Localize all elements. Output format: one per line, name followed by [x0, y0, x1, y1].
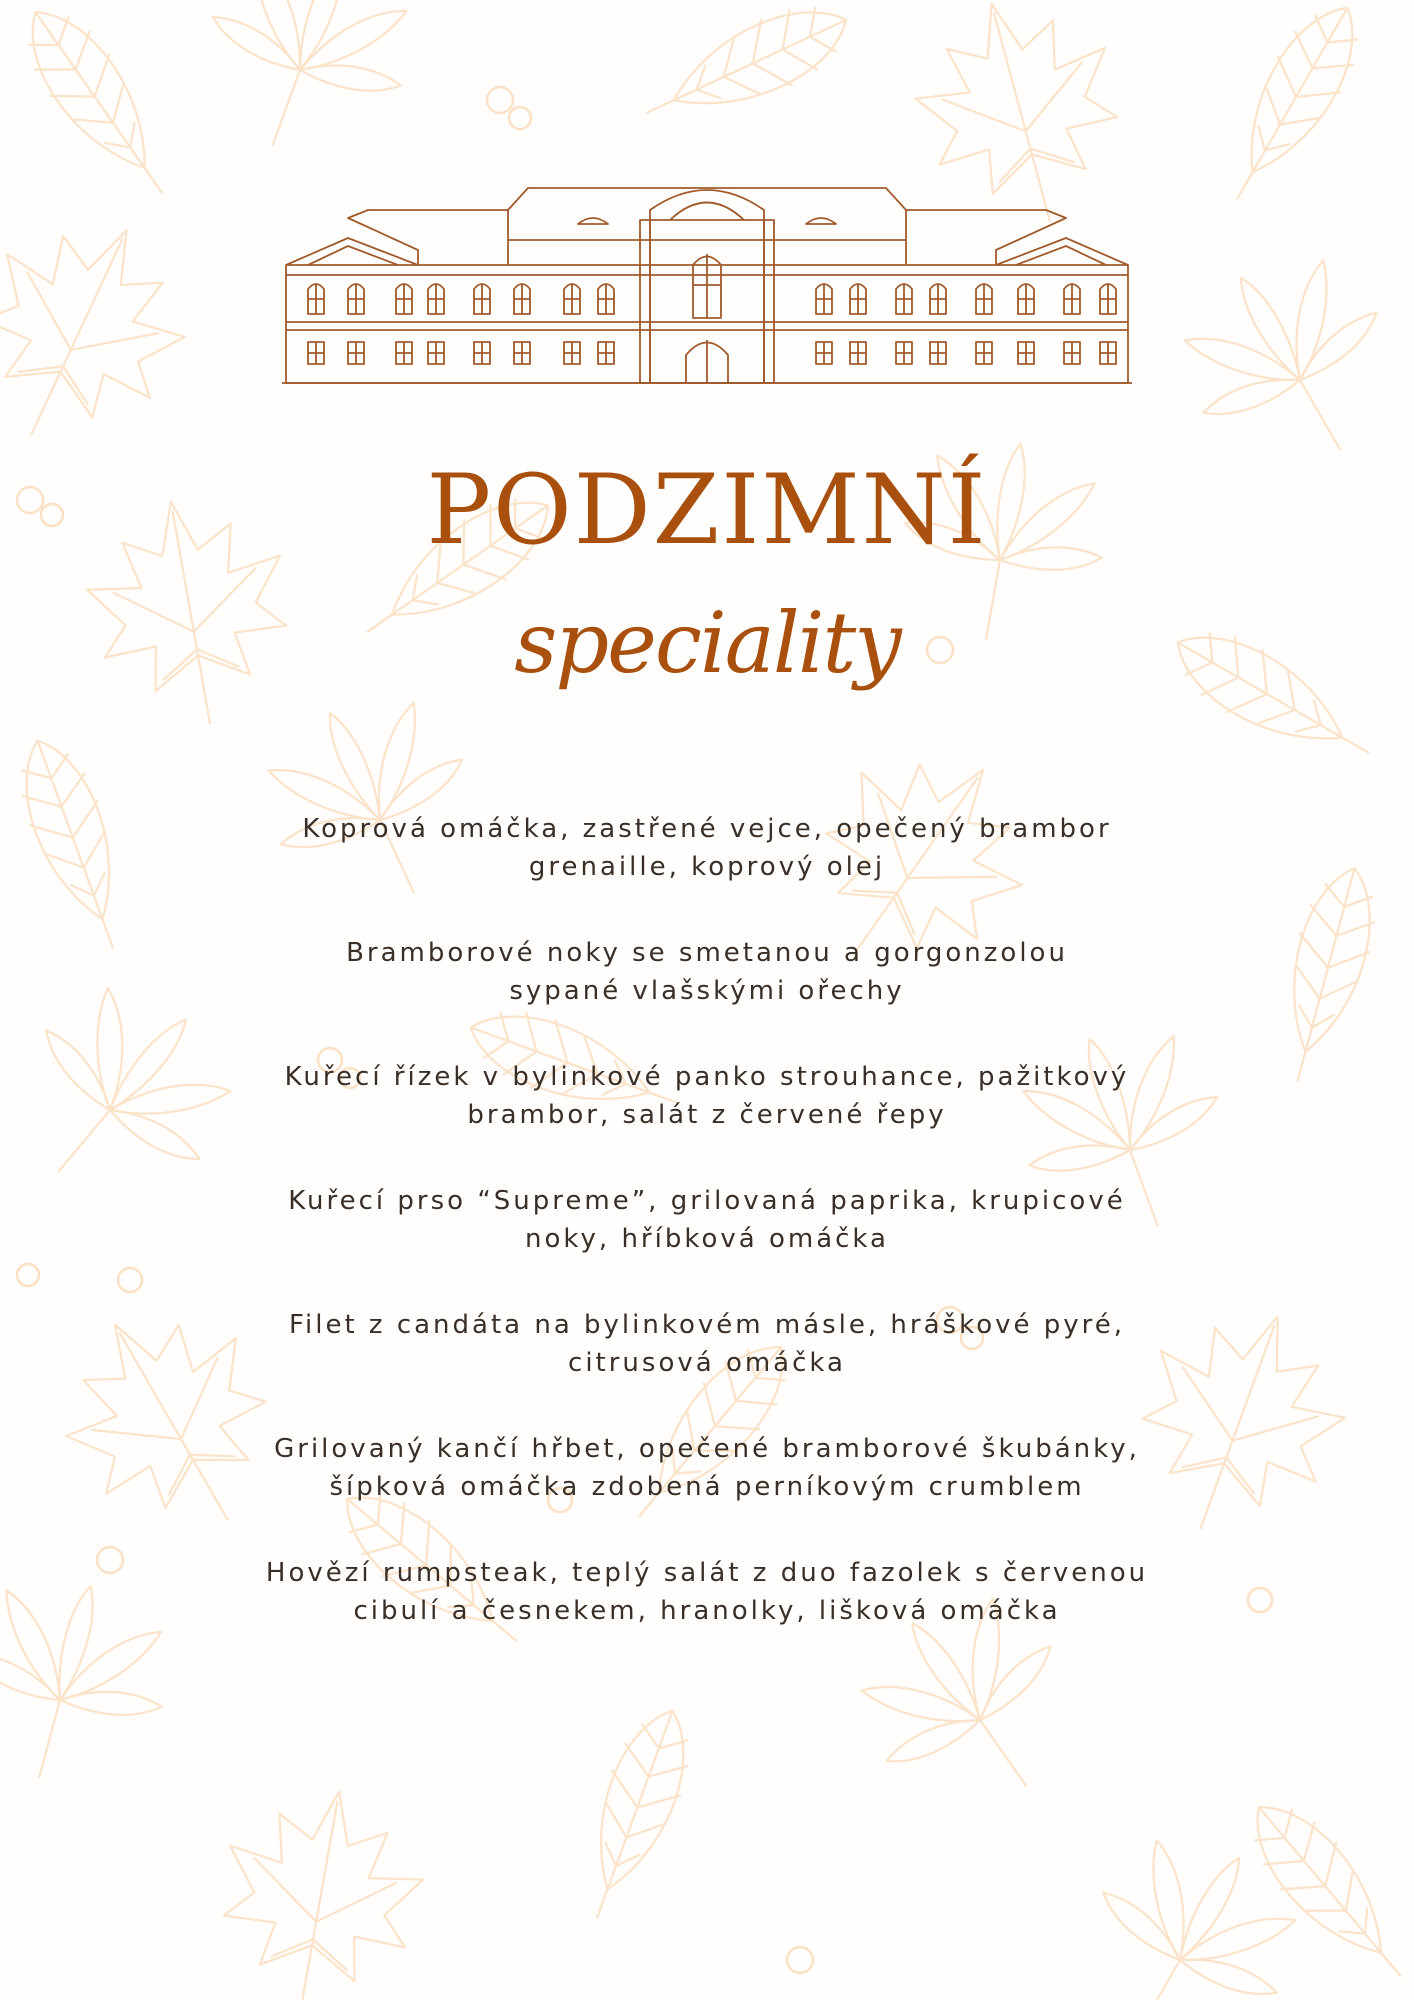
dish-item: [180, 1306, 1234, 1382]
dish-line: Grilovaný kančí hřbet, opečené bramborové škubánky,: [274, 1434, 1140, 1464]
dish-line: sypané vlašskými ořechy: [509, 976, 905, 1006]
dish-line: Filet z candáta na bylinkovém másle, hráškové pyré,: [288, 1310, 1126, 1340]
dish-item: [180, 1058, 1234, 1134]
dish-line: citrusová omáčka: [568, 1348, 846, 1378]
dish-line: Kuřecí řízek v bylinkové panko strouhance, pažitkový: [284, 1062, 1130, 1092]
dish-line: cibulí a česnekem, hranolky, lišková omáčka: [353, 1596, 1061, 1626]
dish-item: [180, 1430, 1234, 1506]
dish-line: brambor, salát z červené řepy: [467, 1100, 947, 1130]
chateau-building-icon: [278, 180, 1136, 390]
dish-line: Hovězí rumpsteak, teplý salát z duo fazolek s červenou: [265, 1558, 1149, 1588]
dish-line: Kuřecí prso “Supreme”, grilovaná paprika, krupicové: [288, 1186, 1126, 1216]
dish-item: [180, 1554, 1234, 1630]
dish-line: Bramborové noky se smetanou a gorgonzolou: [346, 938, 1068, 968]
dish-line: grenaille, koprový olej: [528, 852, 886, 882]
dish-list: [180, 810, 1234, 1678]
dish-line: Koprová omáčka, zastřené vejce, opečený brambor: [302, 814, 1112, 844]
dish-item: [180, 1182, 1234, 1258]
dish-line: šípková omáčka zdobená perníkovým crumblem: [329, 1472, 1085, 1502]
dish-item: [180, 810, 1234, 886]
dish-line: noky, hříbková omáčka: [525, 1224, 889, 1254]
dish-item: [180, 934, 1234, 1010]
page-subtitle: speciality: [514, 594, 900, 692]
page-title: PODZIMNÍ: [426, 454, 988, 566]
